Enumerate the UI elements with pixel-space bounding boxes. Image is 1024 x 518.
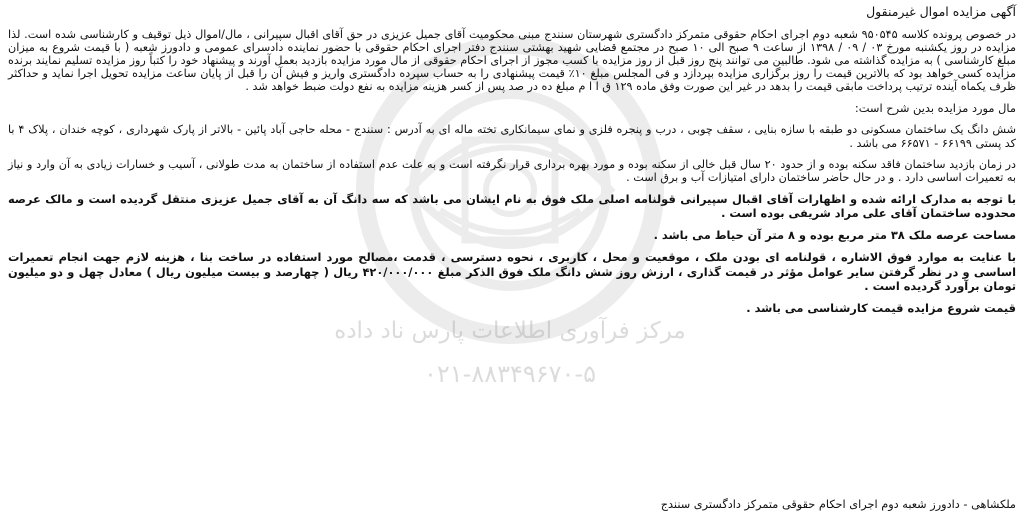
watermark-text-line1: مرکز فرآوری اطلاعات پارس ناد داده (334, 318, 686, 344)
visit-condition: در زمان بازدید ساختمان فاقد سکنه بوده و از حدود ۲۰ سال قبل خالی از سکنه بوده و مورد بهره برداری قرار نگرفته است و به علت عدم استفاده از ساختمان به مدت طولانی ، آسیب و خسارات زیادی به آن وارد و نیاز به تعمیرات اساسی دارد . و در حال حاضر ساختمان دارای امتیازات آب و برق است . (8, 157, 1016, 184)
valuation-paragraph: با عنایت به موارد فوق الاشاره ، قولنامه ای بودن ملک ، موقعیت و محل ، کاربری ، نحوه دسترسی ، قدمت ،مصالح مورد استفاده در ساخت بنا ، هزینه لازم جهت انجام تعمیرات اساسی و در نظر گرفتن سایر عوامل مؤثر در قیمت گذاری ، ارزش روز شش دانگ ملک فوق الذکر مبلغ ۴۲۰/۰۰۰/۰۰۰ ریال ( چهارصد و بیست میلیون ریال ) معادل چهل و دو میلیون تومان برآورد گردیده است . (8, 250, 1016, 293)
intro-paragraph: در خصوص پرونده کلاسه ۹۵۰۵۴۵ شعبه دوم اجرای احکام حقوقی متمرکز دادگستری شهرستان سنندج مبنی محکومیت آقای جمیل عزیزی در حق آقای اقبال سپیرانی ، مال/اموال ذیل توقیف و کارشناسی شده است. لذا مزایده در روز یکشنبه مورخ ۰۳ / ۰۹ / ۱۳۹۸ از ساعت ۹ صبح الی ۱۰ صبح در مجتمع قضایی شهید بهشتی سنندج دفتر اجرای احکام حقوقی با حضور نماینده دادسرای عمومی و دادورز شعبه ( با قیمت شروع به میزان مبلغ کارشناسی ) به مزایده گذاشته می شود. طالبین می توانند پنج روز قبل از روز مزایده با کسب مجوز از اجرای احکام حقوقی از مال مورد مزایده بازدید بعمل آورند و پیشنهاد خود را کتباً روز مزایده تسلیم نمایند برنده مزایده کسی خواهد بود که بالاترین قیمت را روز برگزاری مزایده بپردازد و فی المجلس مبلغ ۱۰٪ قیمت پیشنهادی را به حساب سپرده دادگستری واریز و فیش آن را قبل از پایان ساعت مزایده تحویل اجرا نماید و حداکثر ظرف یکماه آینده ترتیب پرداخت مابقی قیمت را بدهد در غیر این صورت وفق ماده ۱۲۹ ق ا ا م مبلغ ده در صد پس از کسر هزینه مزایده به نفع دولت ضبط خواهد شد . (8, 28, 1017, 94)
document-content (8, 4, 1016, 315)
ownership-paragraph: با توجه به مدارک ارائه شده و اظهارات آقای اقبال سپیرانی قولنامه اصلی ملک فوق به نام ایشان می باشد که سه دانگ آن به آقای جمیل عزیزی منتقل گردیده است و مالک عرصه محدوده ساختمان آقای علی مراد شریفی بوده است . (8, 191, 1016, 221)
watermark-text-line2: ۰۲۱-۸۸۳۴۹۶۷۰-۵ (423, 360, 596, 388)
page-title: آگهی مزایده اموال غیرمنقول (866, 4, 1016, 19)
area-paragraph: مساحت عرصه ملک ۳۸ متر مربع بوده و ۸ متر آن حیاط می باشد . (653, 228, 1016, 243)
starting-price-paragraph: قیمت شروع مزایده قیمت کارشناسی می باشد . (746, 301, 1016, 316)
section-heading: مال مورد مزایده بدین شرح است: (854, 101, 1016, 116)
property-description: شش دانگ یک ساختمان مسکونی دو طبقه با سازه بنایی ، سقف چوبی ، درب و پنجره فلزی و نمای سیمانکاری تخته ماله ای به آدرس : سنندج - محله حاجی آباد پائین - بالاتر از پارک شهرداری ، کوچه خندان ، پلاک ۴ با کد پستی ۶۶۱۹۹ - ۶۶۵۷۱ می باشد . (8, 123, 1016, 150)
signature-footer: ملکشاهی - دادورز شعبه دوم اجرای احکام حقوقی متمرکز دادگستری سنندج (660, 498, 1016, 511)
